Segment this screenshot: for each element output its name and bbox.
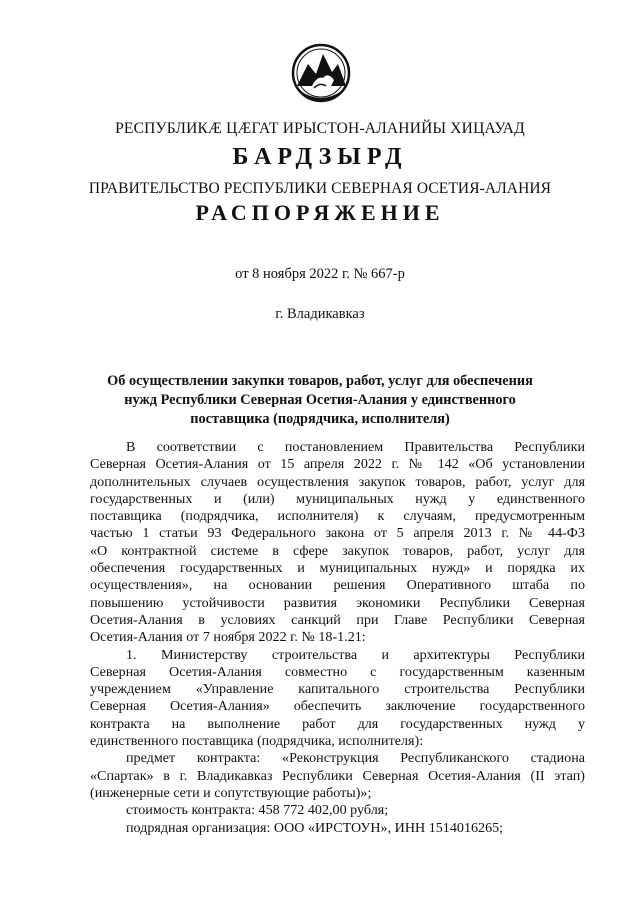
- body-line: осуществления», на основании решения Оперативного штаба по: [90, 577, 585, 594]
- document-type-title: РАСПОРЯЖЕНИЕ: [195, 200, 445, 225]
- document-date-number: от 8 ноября 2022 г. № 667-р: [235, 266, 405, 282]
- coat-of-arms-emblem: [290, 42, 352, 114]
- ossetian-title: БАРДЗЫРД: [232, 144, 408, 170]
- body-line: Северная Осетия-Алания от 15 апреля 2022 г. № 142 «Об установлении: [90, 456, 585, 473]
- body-line: В соответствии с постановлением Правительства Республики: [126, 439, 585, 455]
- body-line: Северная Осетия-Алания совместно с государственным казенным: [90, 663, 585, 680]
- body-line: (инженерные сети и сопутствующие работы)»;: [90, 784, 372, 801]
- body-line: Осетия-Алания в условиях санкций при Главе Республики Северная: [90, 611, 585, 628]
- body-line: предмет контракта: «Реконструкция Республиканского стадиона: [126, 750, 585, 767]
- body-line: частью 1 статьи 93 Федерального закона от 5 апреля 2013 г. № 44-ФЗ: [90, 525, 585, 542]
- body-line: подрядная организация: ООО «ИРСТОУН», ИНН 1514016265;: [126, 819, 504, 836]
- russian-government-line: ПРАВИТЕЛЬСТВО РЕСПУБЛИКИ СЕВЕРНАЯ ОСЕТИЯ-АЛАНИЯ: [88, 180, 552, 197]
- document-city: г. Владикавказ: [275, 306, 365, 322]
- subject-line: Об осуществлении закупки товаров, работ, услуг для обеспечения: [107, 373, 533, 389]
- body-line: учреждением «Управление капитального строительства Республики: [90, 681, 585, 698]
- body-line: обеспечения государственных и муниципальных нужд» и порядка их: [90, 560, 585, 577]
- document-subject: [90, 372, 550, 429]
- body-line: государственных и (или) муниципальных нужд у единственного: [90, 490, 585, 507]
- body-line: единственного поставщика (подрядчика, исполнителя):: [90, 733, 424, 750]
- body-line: Северная Осетия-Алания» обеспечить заключение государственного: [90, 698, 585, 715]
- emblem-icon: [290, 42, 352, 114]
- body-line: повышению устойчивости развития экономики Республики Северная: [90, 594, 585, 611]
- document-body: [90, 439, 585, 837]
- subject-line: нужд Республики Северная Осетия-Алания у единственного: [124, 392, 516, 408]
- body-line: дополнительных случаев осуществления закупок товаров, работ, услуг для: [90, 473, 585, 490]
- ossetian-government-line: РЕСПУБЛИКӔ ЦӔГАТ ИРЫСТОН-АЛАНИЙЫ ХИЦАУАД: [115, 120, 525, 137]
- body-line: «Спартак» в г. Владикавказ Республики Северная Осетия-Алания (II этап): [90, 767, 585, 784]
- body-line: 1. Министерству строительства и архитектуры Республики: [126, 646, 585, 663]
- body-line: Осетия-Алания от 7 ноября 2022 г. № 18-1.21:: [90, 629, 366, 646]
- subject-line: поставщика (подрядчика, исполнителя): [190, 411, 450, 427]
- body-line: поставщика (подрядчика, исполнителя) к случаям, предусмотренным: [90, 508, 585, 525]
- body-line: «О контрактной системе в сфере закупок товаров, работ, услуг для: [90, 542, 585, 559]
- body-line: стоимость контракта: 458 772 402,00 рубля;: [126, 802, 389, 819]
- body-line: контракта на выполнение работ для государственных нужд у: [90, 715, 585, 732]
